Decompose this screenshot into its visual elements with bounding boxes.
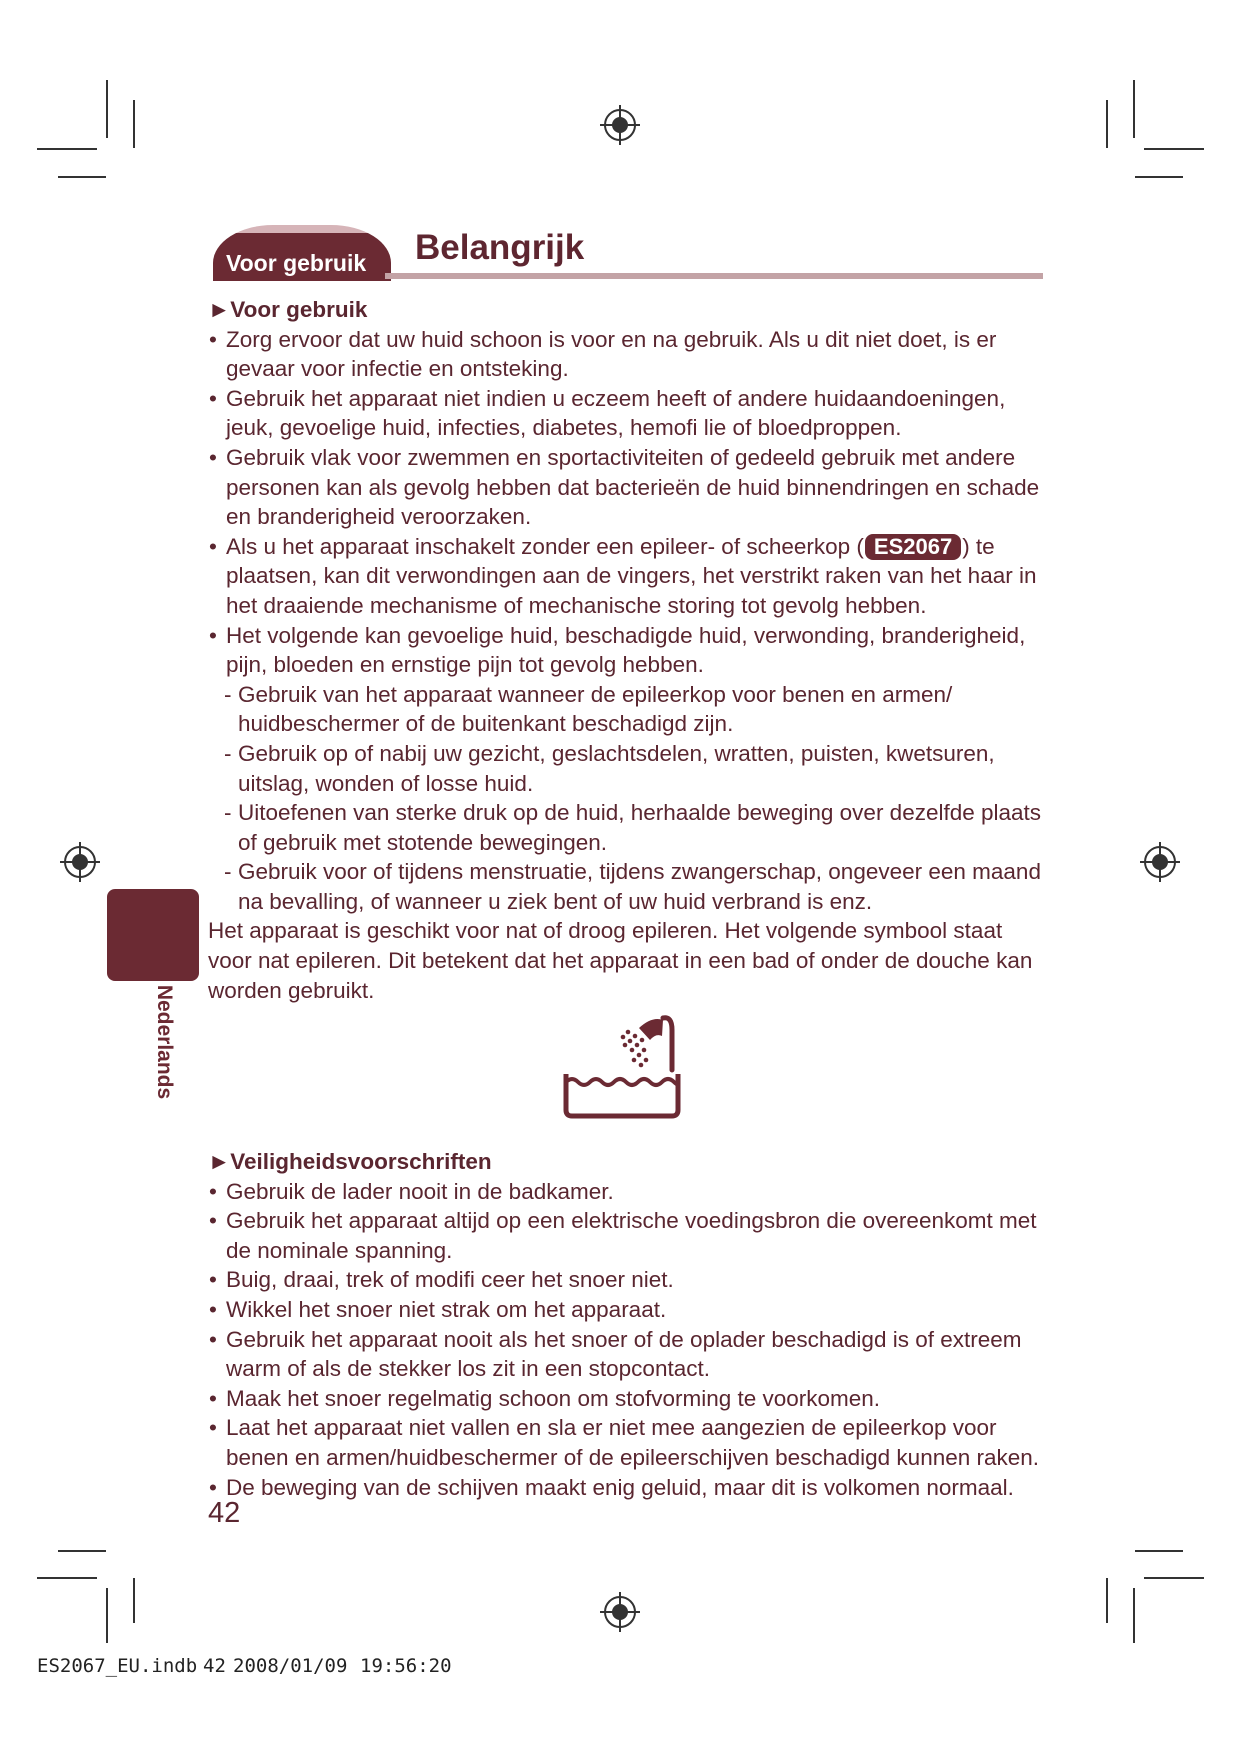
- registration-mark-icon: [600, 105, 640, 145]
- crop-mark: [133, 1578, 135, 1623]
- list-item: • Wikkel het snoer niet strak om het apparaat.: [208, 1295, 1048, 1325]
- registration-mark-icon: [60, 842, 100, 882]
- sub-list-item: - Uitoefenen van sterke druk op de huid, herhaalde beweging over dezelfde plaats of gebruik met stotende bewegingen.: [208, 798, 1048, 857]
- list-item-text: ) te plaatsen, kan dit verwondingen aan de vingers, het verstrikt raken van het haar in het draaiende mechanisme of mechanische storing tot gevolg hebben.: [226, 533, 1037, 618]
- list-item: • Gebruik het apparaat altijd op een elektrische voedingsbron die overeenkomt met de nominale spanning.: [208, 1206, 1048, 1265]
- crop-mark: [106, 1588, 108, 1643]
- crop-mark: [58, 176, 106, 178]
- language-tab-block: [107, 889, 199, 981]
- footer-date: 2008/01/09: [233, 1655, 348, 1677]
- list-item: • Maak het snoer regelmatig schoon om stofvorming te voorkomen.: [208, 1384, 1048, 1414]
- list-item: • De beweging van de schijven maakt enig geluid, maar dit is volkomen normaal.: [208, 1473, 1048, 1503]
- crop-mark: [1133, 80, 1135, 138]
- registration-mark-icon: [1140, 842, 1180, 882]
- language-label: Nederlands: [153, 984, 176, 1100]
- section-veiligheidsvoorschriften: [208, 1147, 1048, 1502]
- list-item: • Gebruik de lader nooit in de badkamer.: [208, 1177, 1048, 1207]
- list-item: • Laat het apparaat niet vallen en sla er niet mee aangezien de epileerkop voor benen en armen/huidbeschermer of de epileerschijven beschadigd kunnen raken.: [208, 1413, 1048, 1472]
- page-title: Belangrijk: [415, 228, 585, 267]
- model-badge: ES2067: [865, 534, 961, 560]
- list-item: • Gebruik het apparaat niet indien u eczeem heeft of andere huidaandoeningen, jeuk, gevoelige huid, infecties, diabetes, hemofi lie of bloedproppen.: [208, 384, 1048, 443]
- crop-mark: [1144, 1577, 1204, 1579]
- list-item: [208, 532, 1048, 621]
- body-paragraph: Het apparaat is geschikt voor nat of droog epileren. Het volgende symbool staat voor nat epileren. Dit betekent dat het apparaat in een bad of onder de douche kan worden gebruikt.: [208, 918, 1033, 1003]
- title-rule: [385, 273, 1043, 279]
- crop-mark: [1135, 176, 1183, 178]
- crop-mark: [1135, 1550, 1183, 1552]
- sub-list-item: - Gebruik van het apparaat wanneer de epileerkop voor benen en armen/ huidbeschermer of de buitenkant beschadigd zijn.: [208, 680, 1048, 739]
- footer-file: ES2067_EU.indb: [37, 1655, 198, 1677]
- shower-bath-icon: [560, 1010, 685, 1120]
- sub-list-item: - Gebruik op of nabij uw gezicht, geslachtsdelen, wratten, puisten, kwetsuren, uitslag, wonden of losse huid.: [208, 739, 1048, 798]
- page-number: 42: [208, 1497, 241, 1529]
- section-voor-gebruik: [208, 295, 1048, 1005]
- crop-mark: [1106, 1578, 1108, 1623]
- sub-list-item: - Gebruik voor of tijdens menstruatie, tijdens zwangerschap, ongeveer een maand na bevalling, of wanneer u ziek bent of uw huid verbrand is enz.: [208, 857, 1048, 916]
- crop-mark: [37, 1577, 97, 1579]
- registration-mark-icon: [600, 1592, 640, 1632]
- crop-mark: [58, 1550, 106, 1552]
- list-item: • Gebruik het apparaat nooit als het snoer of de oplader beschadigd is of extreem warm of als de stekker los zit in een stopcontact.: [208, 1325, 1048, 1384]
- list-item: • Zorg ervoor dat uw huid schoon is voor en na gebruik. Als u dit niet doet, is er gevaar voor infectie en ontsteking.: [208, 325, 1048, 384]
- crop-mark: [1106, 100, 1108, 148]
- footer-time: 19:56:20: [360, 1655, 452, 1677]
- list-item: • Buig, draai, trek of modifi ceer het snoer niet.: [208, 1265, 1048, 1295]
- footer-page: 42: [203, 1655, 226, 1677]
- crop-mark: [1133, 1588, 1135, 1643]
- section-tab-label: Voor gebruik: [226, 250, 367, 276]
- section-heading: ►Veiligheidsvoorschriften: [208, 1149, 492, 1174]
- crop-mark: [37, 148, 97, 150]
- section-heading: ►Voor gebruik: [208, 297, 368, 322]
- crop-mark: [133, 100, 135, 148]
- crop-mark: [1144, 148, 1204, 150]
- list-item-text: Als u het apparaat inschakelt zonder een epileer- of scheerkop (: [226, 533, 864, 559]
- crop-mark: [106, 80, 108, 138]
- list-item: • Het volgende kan gevoelige huid, beschadigde huid, verwonding, branderigheid, pijn, bloeden en ernstige pijn tot gevolg hebben.: [208, 621, 1048, 680]
- list-item: • Gebruik vlak voor zwemmen en sportactiviteiten of gedeeld gebruik met andere personen kan als gevolg hebben dat bacterieën de huid binnendringen en schade en branderigheid veroorzaken.: [208, 443, 1048, 532]
